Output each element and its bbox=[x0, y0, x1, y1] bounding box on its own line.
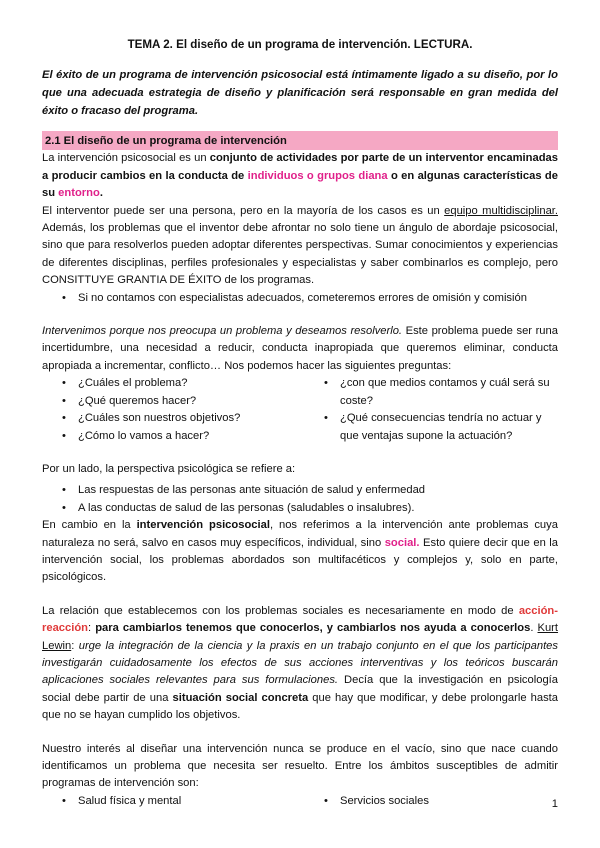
text-segment: El interventor puede ser una persona, pero en la mayoría de los casos es un bbox=[42, 204, 445, 217]
text-segment: La intervención psicosocial es un bbox=[42, 152, 210, 165]
highlight-text: individuos o grupos diana bbox=[247, 169, 388, 182]
text-segment: Esto quiere decir que en la intervención social, los problemas abordados son multifacéticos y complejos y, solo en parte, psicológicos. bbox=[42, 536, 558, 584]
bold-text: o en algunas características de su bbox=[42, 169, 558, 200]
list-item: • ¿Cómo lo vamos a hacer? bbox=[42, 428, 300, 445]
questions-left bbox=[42, 375, 300, 445]
highlight-text: acción-reacción bbox=[42, 604, 558, 635]
text-segment: que hay que modificar, y debe prolongarle hasta que no se hayan cumplido los objetivos. bbox=[42, 691, 558, 722]
questions-columns bbox=[42, 375, 558, 445]
list-item: • Servicios sociales bbox=[300, 793, 558, 810]
paragraph-psych-perspective: Por un lado, la perspectiva psicológica se refiere a: bbox=[42, 462, 296, 475]
intro-paragraph: El éxito de un programa de intervención psicosocial está íntimamente ligado a su diseño, por lo que una adecuada estrategia de diseño y planificación será responsable en gran medida del éxito o fracaso del programa. bbox=[42, 69, 558, 118]
areas-left bbox=[42, 793, 300, 810]
section-heading: 2.1 El diseño de un programa de intervención bbox=[42, 131, 558, 150]
bold-text: intervención psicosocial bbox=[136, 519, 270, 532]
list-item: • Las respuestas de las personas ante situación de salud y enfermedad bbox=[42, 482, 558, 499]
paragraph-lewin bbox=[42, 603, 558, 725]
document-page bbox=[42, 36, 558, 810]
italic-text: Intervenimos porque nos preocupa un problema y deseamos resolverlo. bbox=[42, 325, 403, 338]
document-title: TEMA 2. El diseño de un programa de intervención. LECTURA. bbox=[127, 38, 473, 51]
psych-list bbox=[42, 482, 558, 517]
list-item: • ¿Cuáles el problema? bbox=[42, 375, 300, 392]
text-segment: Este problema puede ser runa incertidumbre, una necesidad a reducir, conducta inapropiada que queremos eliminar, conducta apropiada a incrementar, conflicto… Nos podemos hacer las siguientes preguntas: bbox=[42, 325, 558, 372]
paragraph-areas: Nuestro interés al diseñar una intervención nunca se produce en el vacío, sino que nace cuando identificamos un problema que necesita ser resuelto. Entre los ámbitos susceptibles de admitir programas de intervención son: bbox=[42, 742, 558, 790]
paragraph-definition bbox=[42, 150, 558, 202]
highlight-text: entorno bbox=[58, 187, 100, 200]
text-segment: , nos referimos a la intervención ante problemas cuya naturaleza no será, salvo en casos muy específicos, individual, sino bbox=[42, 519, 558, 549]
areas-columns bbox=[42, 793, 558, 810]
paragraph-interventor bbox=[42, 203, 558, 290]
list-item: • ¿Qué queremos hacer? bbox=[42, 393, 300, 410]
list-item: • A las conductas de salud de las personas (saludables o insalubres). bbox=[42, 500, 558, 517]
bold-text: situación social concreta bbox=[172, 691, 309, 704]
text-segment: Decía que la investigación en psicología social debe partir de una bbox=[42, 674, 559, 704]
areas-right bbox=[300, 793, 558, 810]
questions-right bbox=[300, 375, 558, 445]
text-segment: Además, los problemas que el inventor debe afrontar no solo tiene un ángulo de abordaje psicosocial, sino que para resolverlos pueden adoptar diferentes perspectivas. Sumar conocimientos y experiencias de diferentes disciplinas, perfiles profesionales y especialistas y saber combinarlos es complejo, pero CONSITTUYE GRANTIA DE ÉXITO de los programas. bbox=[42, 222, 558, 287]
list-item: • Salud física y mental bbox=[42, 793, 300, 810]
list-item: • ¿con que medios contamos y cuál será su coste? bbox=[300, 375, 558, 410]
paragraph-psychosocial bbox=[42, 517, 558, 587]
underlined-text: Kurt Lewin bbox=[42, 622, 559, 652]
bullet-list bbox=[42, 290, 558, 307]
page-number: 1 bbox=[551, 798, 558, 810]
underlined-text: equipo multidisciplinar. bbox=[444, 204, 559, 217]
paragraph-motivation bbox=[42, 323, 558, 375]
list-item: • ¿Qué consecuencias tendría no actuar y que ventajas supone la actuación? bbox=[300, 410, 558, 445]
list-item: • Si no contamos con especialistas adecuados, cometeremos errores de omisión y comisión bbox=[42, 290, 558, 307]
list-item: • ¿Cuáles son nuestros objetivos? bbox=[42, 410, 300, 427]
text-segment: En cambio en la bbox=[42, 519, 137, 532]
bold-text: para cambiarlos tenemos que conocerlos, y cambiarlos nos ayuda a conocerlos bbox=[95, 622, 531, 635]
italic-text: urge la integración de la ciencia y la praxis en un trabajo conjunto en el que los participantes investigarán cuidadosamente los efectos de sus acciones interventivas y los teóricos buscarán aplicaciones sociales relevantes para sus formulaciones. bbox=[42, 639, 558, 687]
bold-text: conjunto de actividades por parte de un interventor encaminadas a producir cambios en la conducta de bbox=[42, 152, 558, 182]
text-segment: La relación que establecemos con los problemas sociales es necesariamente en modo de bbox=[42, 604, 519, 617]
text-segment: : bbox=[71, 639, 79, 652]
highlight-text: social. bbox=[384, 536, 420, 549]
text-segment: . bbox=[99, 187, 103, 200]
text-segment: . bbox=[530, 622, 538, 635]
text-segment: : bbox=[88, 622, 96, 635]
